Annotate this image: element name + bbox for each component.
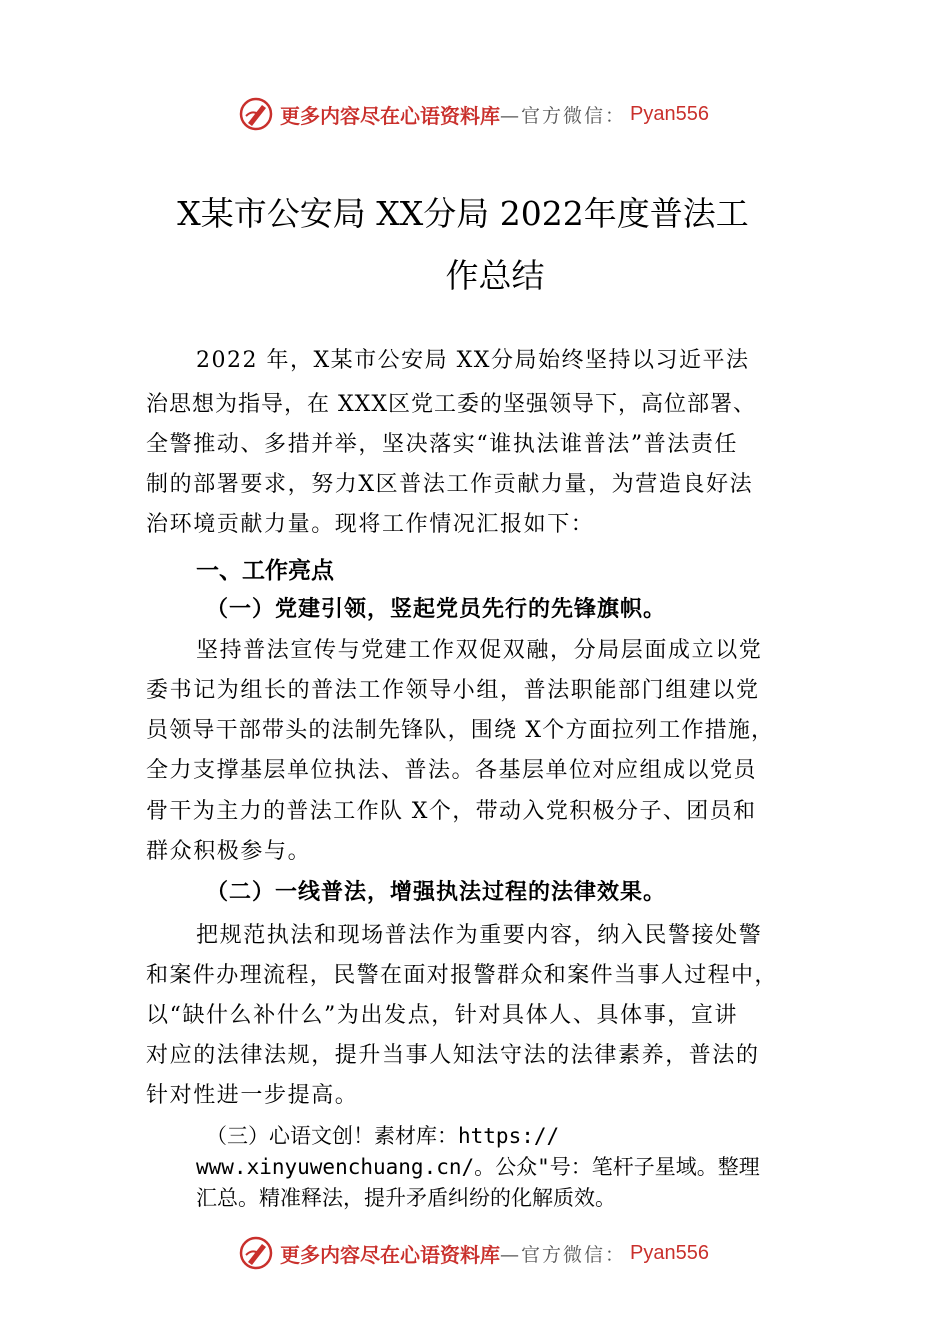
intro-line-2: 治思想为指导，在 XXX区党工委的坚强领导下，高位部署、 <box>146 392 756 417</box>
intro-line-4: 制的部署要求，努力X区普法工作贡献力量，为营造良好法 <box>146 472 754 497</box>
sub3-line-2: www.xinyuwenchuang.cn/。公众"号：笔杆子星域。整理 <box>196 1155 760 1179</box>
watermark-wechat-label: —官方微信： <box>500 104 627 127</box>
intro-line-1: 2022 年，X某市公安局 XX分局始终坚持以习近平法 <box>196 348 750 373</box>
subsection-heading-2: （二）一线普法，增强执法过程的法律效果。 <box>206 879 667 905</box>
subsection-heading-1: （一）党建引领，竖起党员先行的先锋旗帜。 <box>206 596 667 622</box>
sub2-line-5: 针对性进一步提高。 <box>146 1083 359 1108</box>
sub2-line-3: 以“缺什么补什么”为出发点，针对具体人、具体事，宣讲 <box>146 1003 739 1028</box>
sub2-line-1: 把规范执法和现场普法作为重要内容，纳入民警接处警 <box>196 923 763 948</box>
pen-logo-icon <box>238 96 274 132</box>
section-heading: 一、工作亮点 <box>196 557 334 583</box>
pen-logo-icon <box>238 1235 274 1271</box>
watermark-wechat-label: —官方微信： <box>500 1243 627 1266</box>
sub1-line-4: 全力支撑基层单位执法、普法。各基层单位对应组成以党员 <box>146 758 758 783</box>
intro-line-5: 治环境贡献力量。现将工作情况汇报如下： <box>146 512 595 537</box>
sub1-line-3: 员领导干部带头的法制先锋队，围绕 X个方面拉列工作措施， <box>146 718 775 743</box>
sub1-line-1: 坚持普法宣传与党建工作双促双融，分局层面成立以党 <box>196 638 763 663</box>
watermark-wechat-id: Pyan556 <box>630 102 709 125</box>
watermark-banner-top <box>238 94 709 134</box>
watermark-text: 更多内容尽在心语资料库 <box>280 1242 500 1267</box>
sub3-line-3: 汇总。精准释法，提升矛盾纠纷的化解质效。 <box>196 1186 616 1210</box>
watermark-wechat-id: Pyan556 <box>630 1241 709 1264</box>
sub2-line-2: 和案件办理流程，民警在面对报警群众和案件当事人过程中， <box>146 963 778 988</box>
sub2-line-4: 对应的法律法规，提升当事人知法守法的法律素养，普法的 <box>146 1043 760 1068</box>
document-title-line1: X某市公安局 XX分局 2022年度普法工 <box>177 194 749 233</box>
document-title-line2: 作总结 <box>445 256 545 295</box>
sub3-line-1: （三）心语文创！素材库：https:// <box>206 1124 560 1148</box>
sub1-line-6: 群众积极参与。 <box>146 839 312 864</box>
watermark-text: 更多内容尽在心语资料库 <box>280 103 500 128</box>
sub1-line-2: 委书记为组长的普法工作领导小组，普法职能部门组建以党 <box>146 678 760 703</box>
intro-line-3: 全警推动、多措并举，坚决落实“谁执法谁普法”普法责任 <box>146 432 739 457</box>
watermark-banner-bottom <box>238 1233 709 1273</box>
sub1-line-5: 骨干为主力的普法工作队 X个，带动入党积极分子、团员和 <box>146 799 757 824</box>
